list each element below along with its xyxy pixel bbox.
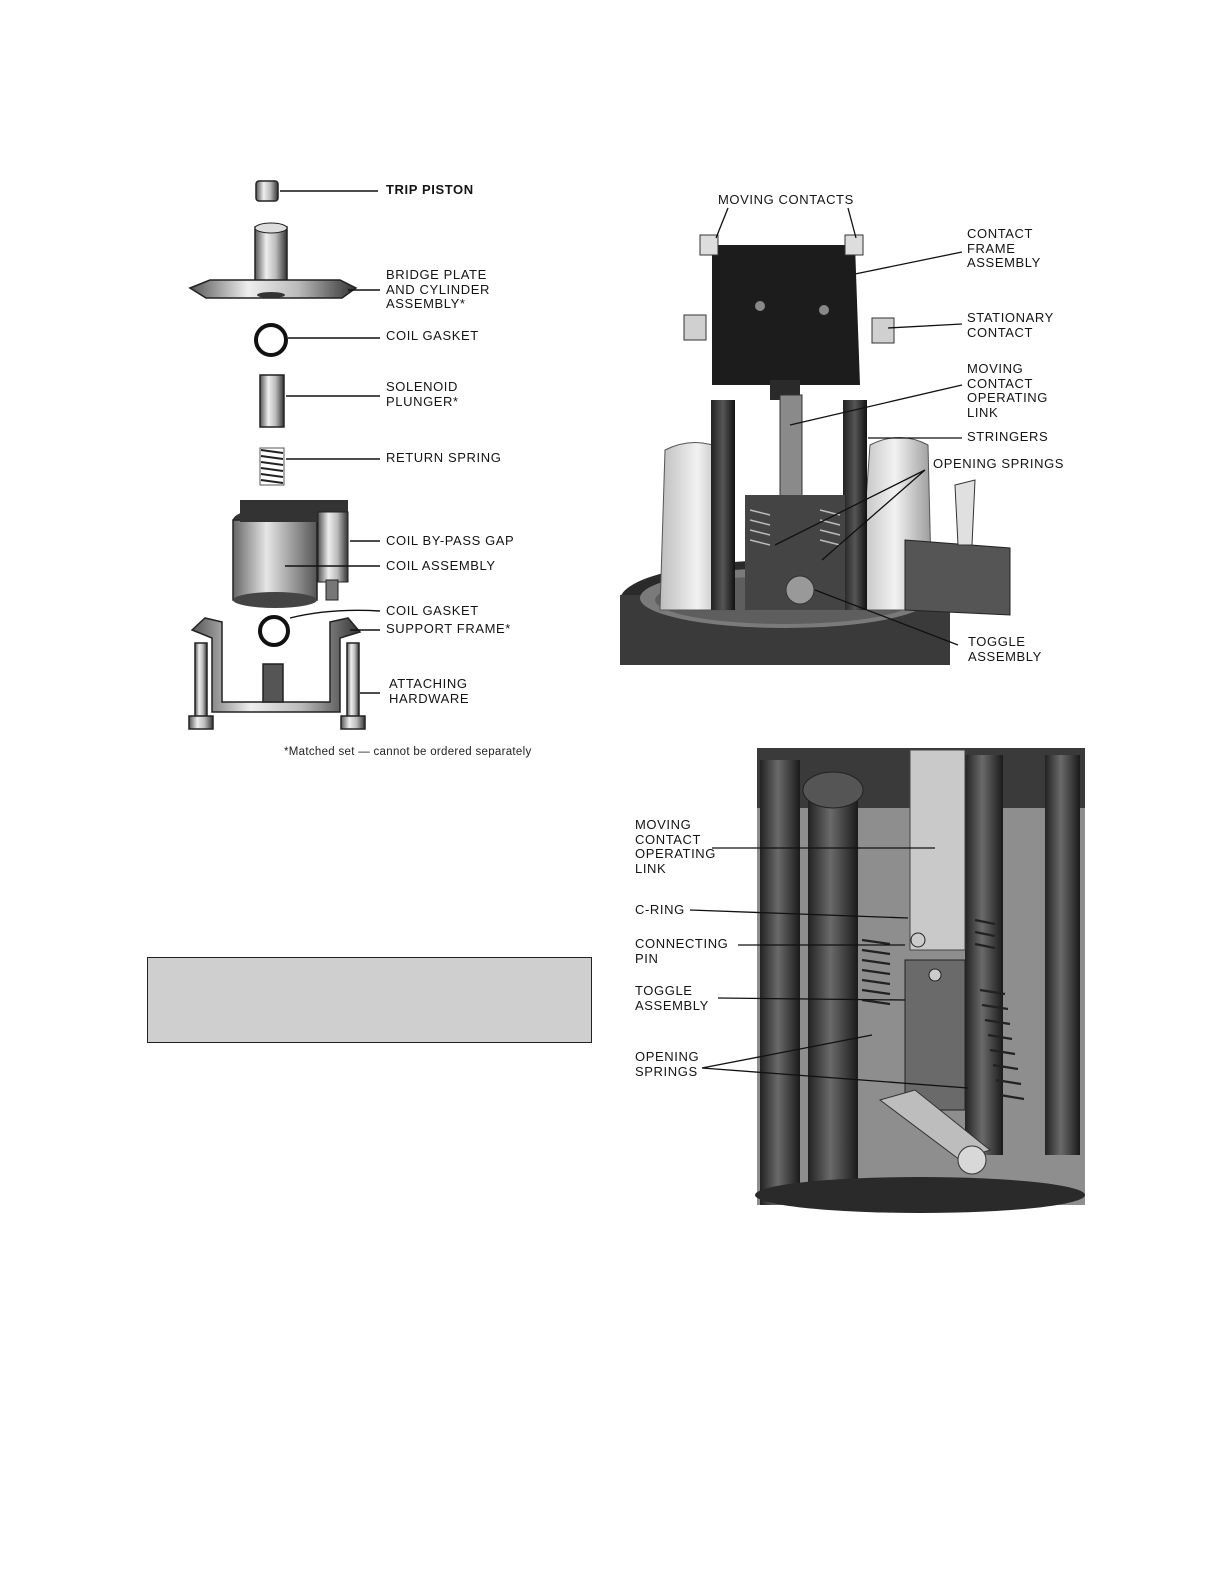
label-coil-gasket-bottom: COIL GASKET bbox=[386, 603, 479, 618]
label-opening-springs-top: OPENING SPRINGS bbox=[933, 456, 1065, 471]
label-bridge-plate: BRIDGE PLATE AND CYLINDER ASSEMBLY* bbox=[386, 267, 490, 311]
label-operating-link-bottom: MOVING CONTACT OPERATING LINK bbox=[635, 817, 717, 876]
label-stationary-contact: STATIONARY CONTACT bbox=[967, 310, 1054, 340]
matched-set-footnote: *Matched set — cannot be ordered separately bbox=[284, 746, 532, 758]
label-toggle-assembly-bottom: TOGGLE ASSEMBLY bbox=[635, 983, 709, 1013]
label-coil-bypass-gap: COIL BY-PASS GAP bbox=[386, 533, 515, 548]
label-attaching-hardware: ATTACHING HARDWARE bbox=[389, 676, 470, 706]
label-return-spring: RETURN SPRING bbox=[386, 450, 502, 465]
label-contact-frame-assembly: CONTACT FRAME ASSEMBLY bbox=[967, 226, 1041, 270]
label-trip-piston: TRIP PISTON bbox=[386, 182, 474, 197]
label-support-frame: SUPPORT FRAME* bbox=[386, 621, 511, 636]
label-toggle-assembly-top: TOGGLE ASSEMBLY bbox=[968, 634, 1042, 664]
label-coil-gasket-top: COIL GASKET bbox=[386, 328, 479, 343]
label-coil-assembly: COIL ASSEMBLY bbox=[386, 558, 496, 573]
label-c-ring: C-RING bbox=[635, 902, 685, 917]
label-opening-springs-bottom: OPENING SPRINGS bbox=[635, 1049, 700, 1079]
label-moving-contacts: MOVING CONTACTS bbox=[718, 192, 854, 207]
label-stringers: STRINGERS bbox=[967, 429, 1049, 444]
label-solenoid-plunger: SOLENOID PLUNGER* bbox=[386, 379, 459, 409]
label-connecting-pin: CONNECTING PIN bbox=[635, 936, 729, 966]
label-operating-link-top: MOVING CONTACT OPERATING LINK bbox=[967, 361, 1049, 420]
